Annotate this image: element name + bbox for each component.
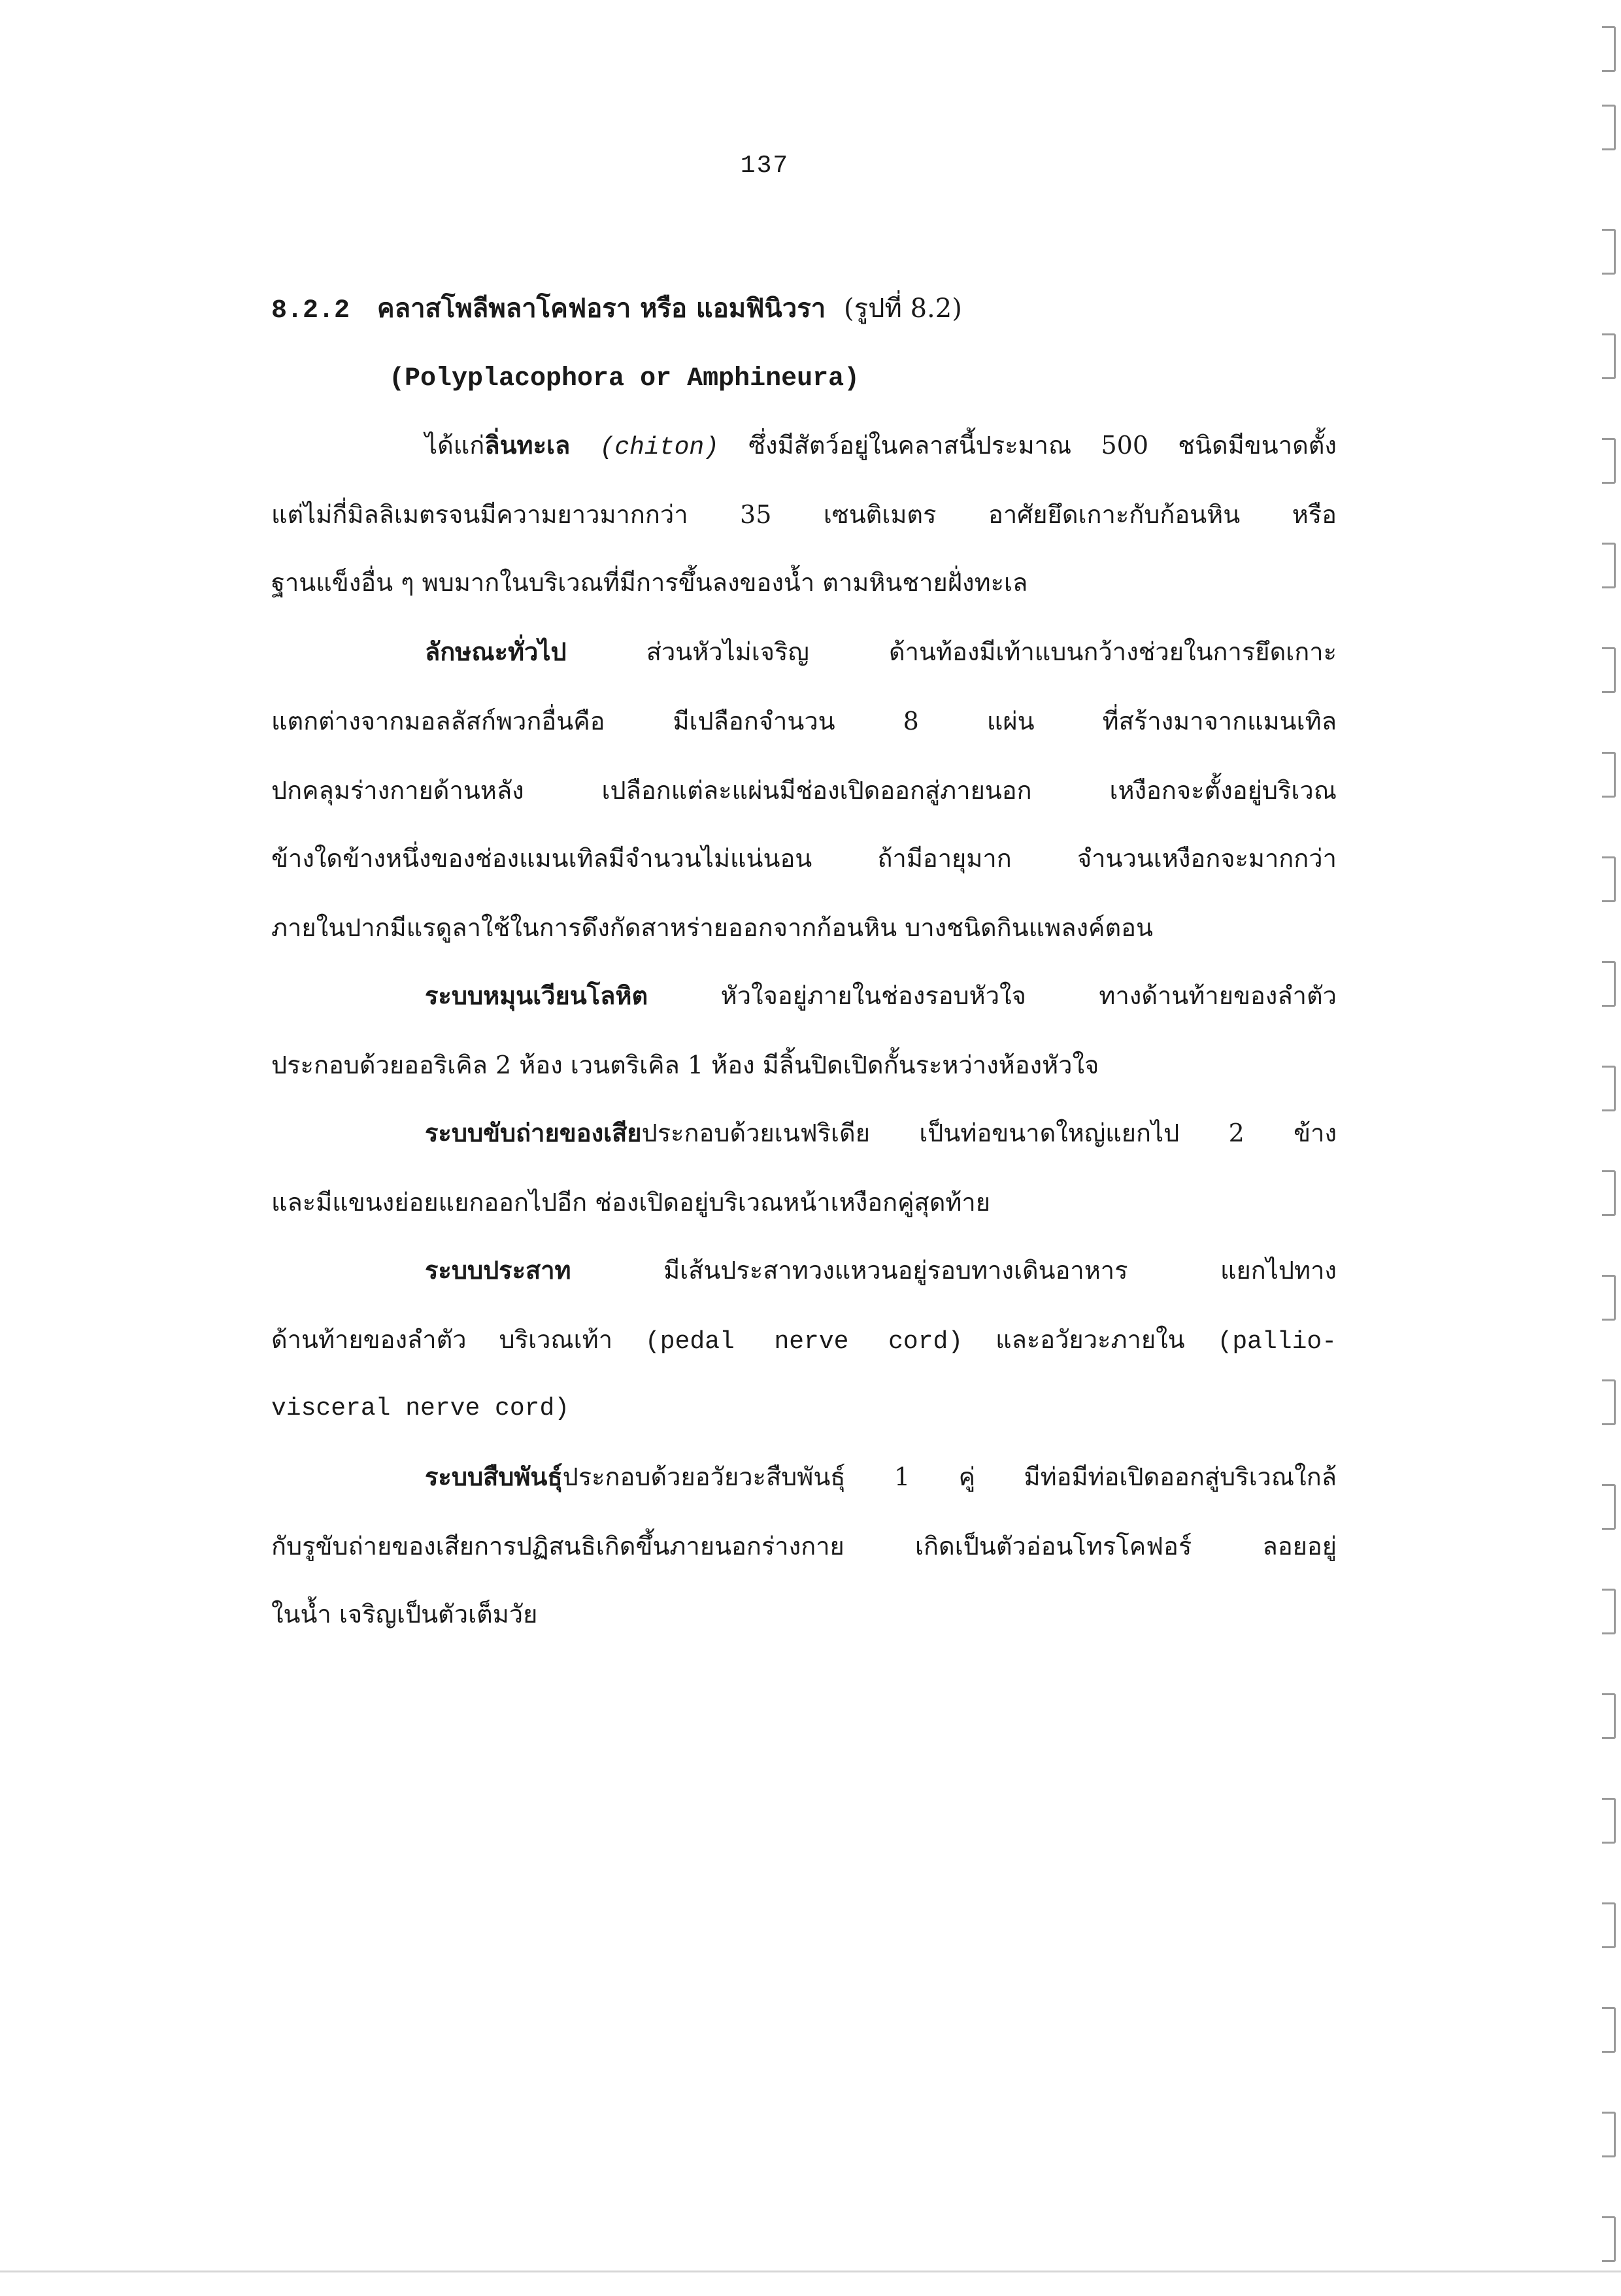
intro-text: ได้แก่ [425, 431, 485, 460]
intro-line-3: ฐานแข็งอื่น ๆ พบมากในบริเวณที่มีการขึ้นลงของน้ำ ตามหินชายฝั่งทะเล [271, 568, 1028, 597]
binding-mark [1602, 26, 1616, 72]
binding-strip [1595, 0, 1621, 2296]
section-heading [271, 295, 962, 324]
binding-mark [1602, 961, 1616, 1007]
binding-mark [1602, 229, 1616, 275]
page-number: 137 [740, 152, 790, 180]
excretory-line-2: และมีแขนงย่อยแยกออกไปอีก ช่องเปิดอยู่บริเวณหน้าเหงือกคู่สุดท้าย [271, 1188, 991, 1217]
page-fold-line [0, 2271, 1621, 2272]
reproductive-line-1 [425, 1464, 1337, 1489]
circulatory-text: หัวใจอยู่ภายในช่องรอบหัวใจ ทางด้านท้ายของลำตัว [720, 981, 1337, 1010]
reproductive-text: ประกอบด้วยอวัยวะสืบพันธุ์ 1 คู่ มีท่อมีท่อเปิดออกสู่บริเวณใกล้ [562, 1462, 1337, 1491]
intro-line-2: แต่ไม่กี่มิลลิเมตรจนมีความยาวมากกว่า 35 เซนติเมตร อาศัยยึดเกาะกับก้อนหิน หรือ [271, 500, 1337, 529]
binding-mark [1602, 105, 1616, 150]
section-latin-name: (Polyplacophora or Amphineura) [389, 364, 860, 394]
binding-mark [1602, 1170, 1616, 1216]
general-line-4: ข้างใดข้างหนึ่งของช่องแมนเทิลมีจำนวนไม่แน่นอน ถ้ามีอายุมาก จำนวนเหงือกจะมากกว่า [271, 844, 1337, 873]
intro-line-1 [425, 430, 1337, 462]
excretory-text: ประกอบด้วยเนฟริเดีย เป็นท่อขนาดใหญ่แยกไป 2 ข้าง [641, 1119, 1337, 1147]
binding-mark [1602, 333, 1616, 379]
section-number: 8.2.2 [271, 296, 350, 326]
reproductive-line-3: ในน้ำ เจริญเป็นตัวเต็มวัย [271, 1600, 538, 1629]
circulatory-line-1 [425, 983, 1337, 1008]
nervous-text: มีเส้นประสาทวงแหวนอยู่รอบทางเดินอาหาร แยกไปทาง [663, 1256, 1337, 1285]
binding-mark [1602, 1066, 1616, 1111]
reproductive-line-2: กับรูขับถ่ายของเสียการปฏิสนธิเกิดขึ้นภายนอกร่างกาย เกิดเป็นตัวอ่อนโทรโคฟอร์ ลอยอยู่ [271, 1532, 1337, 1561]
binding-mark [1602, 438, 1616, 484]
binding-mark [1602, 1798, 1616, 1844]
nervous-text: ด้านท้ายของลำตัว บริเวณเท้า [271, 1325, 613, 1354]
figure-reference: (รูปที่ 8.2) [844, 294, 962, 324]
excretory-label: ระบบขับถ่ายของเสีย [425, 1118, 642, 1147]
binding-mark [1602, 1275, 1616, 1321]
nervous-line-1 [425, 1255, 1337, 1285]
excretory-line-1 [425, 1118, 1337, 1147]
general-line-3: ปกคลุมร่างกายด้านหลัง เปลือกแต่ละแผ่นมีช่องเปิดออกสู่ภายนอก เหงือกจะตั้งอยู่บริเวณ [271, 776, 1337, 805]
binding-mark [1602, 543, 1616, 588]
binding-mark [1602, 1693, 1616, 1739]
general-label: ลักษณะทั่วไป [425, 637, 567, 666]
intro-latin-term: (chiton) [599, 433, 719, 462]
nervous-label: ระบบประสาท [425, 1255, 571, 1285]
general-text: ส่วนหัวไม่เจริญ ด้านท้องมีเท้าแบนกว้างช่วยในการยึดเกาะ [646, 637, 1337, 666]
nervous-latin-term: (pedal nerve cord) [644, 1328, 963, 1356]
nervous-line-2 [271, 1327, 1337, 1355]
binding-mark [1602, 752, 1616, 798]
binding-mark [1602, 1902, 1616, 1948]
binding-mark [1602, 1589, 1616, 1634]
nervous-line-3: visceral nerve cord) [271, 1394, 570, 1423]
general-line-2: แตกต่างจากมอลลัสก์พวกอื่นคือ มีเปลือกจำนวน 8 แผ่น ที่สร้างมาจากแมนเทิล [271, 707, 1337, 735]
intro-bold-term: ลิ่นทะเล [484, 430, 571, 460]
binding-mark [1602, 856, 1616, 902]
binding-mark [1602, 1379, 1616, 1425]
binding-mark [1602, 2112, 1616, 2157]
binding-mark [1602, 1484, 1616, 1530]
general-line-5: ภายในปากมีแรดูลาใช้ในการดึงกัดสาหร่ายออกจากก้อนหิน บางชนิดกินแพลงค์ตอน [271, 913, 1153, 942]
circulatory-line-2: ประกอบด้วยออริเคิล 2 ห้อง เวนตริเคิล 1 ห้อง มีลิ้นปิดเปิดกั้นระหว่างห้องหัวใจ [271, 1051, 1099, 1079]
general-line-1 [425, 639, 1337, 664]
intro-text: ซึ่งมีสัตว์อยู่ในคลาสนี้ประมาณ 500 ชนิดมีขนาดตั้ง [748, 431, 1337, 460]
binding-mark [1602, 2216, 1616, 2262]
section-title: คลาสโพลีพลาโคฟอรา หรือ แอมฟินิวรา [376, 293, 826, 324]
reproductive-label: ระบบสืบพันธุ์ [425, 1462, 563, 1491]
nervous-latin-term: (pallio- [1217, 1328, 1337, 1356]
circulatory-label: ระบบหมุนเวียนโลหิต [425, 981, 648, 1010]
binding-mark [1602, 2007, 1616, 2053]
binding-mark [1602, 647, 1616, 693]
nervous-text: และอวัยวะภายใน [995, 1325, 1185, 1354]
